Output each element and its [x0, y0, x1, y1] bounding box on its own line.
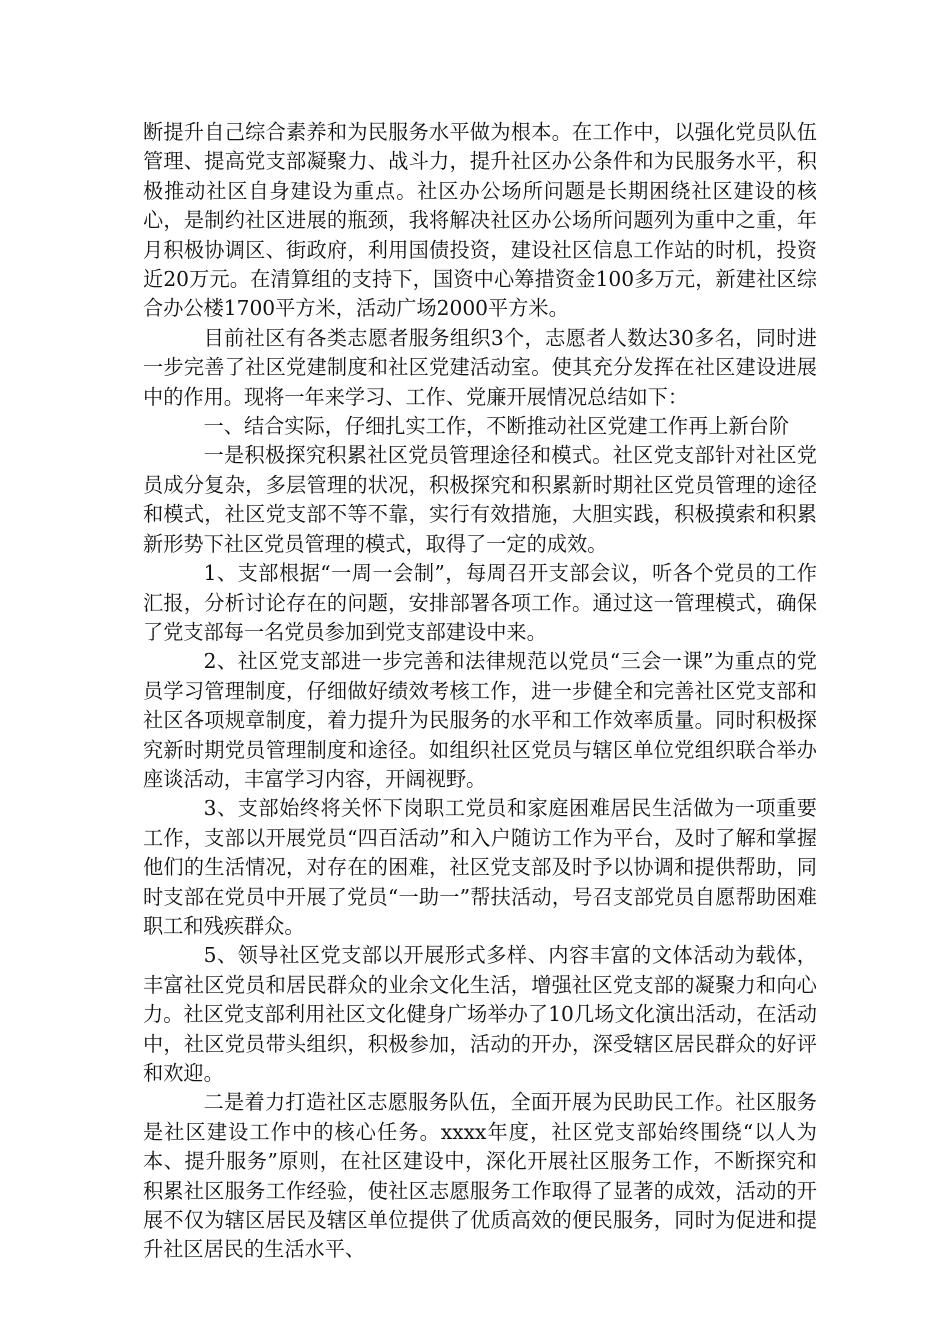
- paragraph-2: 目前社区有各类志愿者服务组织3个，志愿者人数达30多名，同时进一步完善了社区党建制度和社区党建活动室。使其充分发挥在社区建设进展中的作用。现将一年来学习、工作、党廉开展情况总结如下：: [143, 325, 817, 409]
- document-body: [143, 118, 817, 1265]
- section-heading-1: 一、结合实际，仔细扎实工作，不断推动社区党建工作再上新台阶: [203, 414, 790, 439]
- paragraph-4: 1、支部根据“一周一会制”，每周召开支部会议，听各个党员的工作汇报，分析讨论存在的问题，安排部署各项工作。通过这一管理模式，确保了党支部每一名党员参加到党支部建设中来。: [143, 561, 817, 644]
- paragraph-7: 5、领导社区党支部以开展形式多样、内容丰富的文体活动为载体，丰富社区党员和居民群众的业余文化生活，增强社区党支部的凝聚力和向心力。社区党支部利用社区文化健身广场举办了10几场文化演出活动，在活动中，社区党员带头组织，积极参加，活动的开办，深受辖区居民群众的好评和欢迎。: [143, 943, 817, 1085]
- paragraph-1: 断提升自己综合素养和为民服务水平做为根本。在工作中，以强化党员队伍管理、提高党支部凝聚力、战斗力，提升社区办公条件和为民服务水平，积极推动社区自身建设为重点。社区办公场所问题是长期困绕社区建设的核心，是制约社区进展的瓶颈，我将解决社区办公场所问题列为重中之重，年月积极协调区、街政府，利用国债投资，建设社区信息工作站的时机，投资近20万元。在清算组的支持下，国资中心筹措资金100多万元，新建社区综合办公楼1700平方米，活动广场2000平方米。: [143, 120, 817, 321]
- paragraph-3: 一是积极探究积累社区党员管理途径和模式。社区党支部针对社区党员成分复杂，多层管理的状况，积极探究和积累新时期社区党员管理的途径和模式，社区党支部不等不靠，实行有效措施，大胆实践，积极摸索和积累新形势下社区党员管理的模式，取得了一定的成效。: [143, 443, 817, 556]
- paragraph-8: 二是着力打造社区志愿服务队伍，全面开展为民助民工作。社区服务是社区建设工作中的核心任务。xxxx年度，社区党支部始终围绕“以人为本、提升服务”原则，在社区建设中，深化开展社区服务工作，不断探究和积累社区服务工作经验，使社区志愿服务工作取得了显著的成效，活动的开展不仅为辖区居民及辖区单位提供了优质高效的便民服务，同时为促进和提升社区居民的生活水平、: [143, 1090, 817, 1262]
- paragraph-5: 2、社区党支部进一步完善和法律规范以党员“三会一课”为重点的党员学习管理制度，仔细做好绩效考核工作，进一步健全和完善社区党支部和社区各项规章制度，着力提升为民服务的水平和工作效率质量。同时积极探究新时期党员管理制度和途径。如组织社区党员与辖区单位党组织联合举办座谈活动，丰富学习内容，开阔视野。: [143, 649, 817, 791]
- paragraph-6: 3、支部始终将关怀下岗职工党员和家庭困难居民生活做为一项重要工作，支部以开展党员“四百活动”和入户随访工作为平台，及时了解和掌握他们的生活情况，对存在的困难，社区党支部及时予以协调和提供帮助，同时支部在党员中开展了党员“一助一”帮扶活动，号召支部党员自愿帮助困难职工和残疾群众。: [143, 796, 817, 938]
